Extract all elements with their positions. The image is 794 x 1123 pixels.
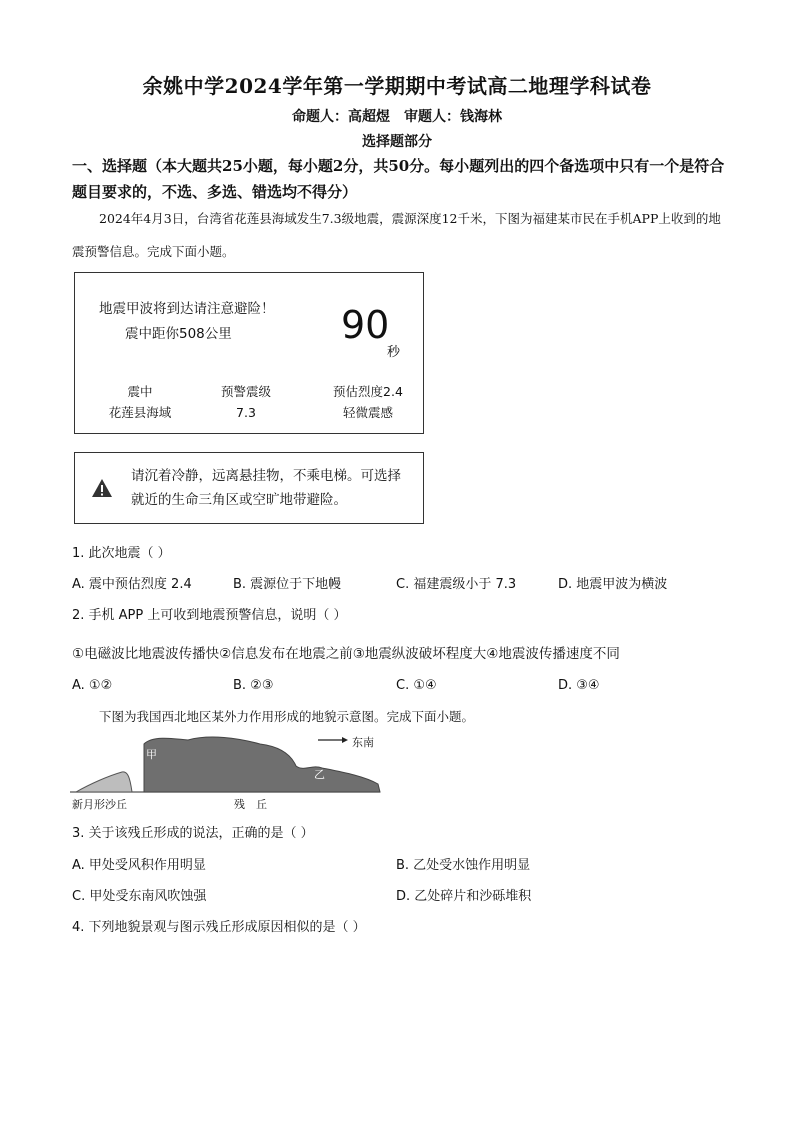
alert-intensity-value: 轻微震感 xyxy=(342,405,393,420)
question-2-option-b: B. ②③ xyxy=(233,678,274,693)
alert-epicenter xyxy=(105,381,175,423)
landform-diagram xyxy=(70,726,400,816)
direction-arrow-icon xyxy=(342,737,348,743)
safety-advice-line-1: 请沉着冷静，远离悬挂物，不乘电梯。可选择 xyxy=(131,468,401,484)
safety-advice-line-2: 就近的生命三角区或空旷地带避险。 xyxy=(131,492,347,508)
authors-line xyxy=(0,106,794,126)
exam-title: 余姚中学2024学年第一学期期中考试高二地理学科试卷 xyxy=(142,74,652,98)
label-direction: 东南 xyxy=(352,736,374,749)
alert-epicenter-label: 震中 xyxy=(127,384,153,399)
question-reviewer: 审题人：钱海林 xyxy=(404,109,502,125)
question-setter: 命题人：高超煜 xyxy=(292,109,390,125)
safety-advice-text xyxy=(131,464,401,512)
safety-advice-card xyxy=(74,452,424,524)
passage-landform: 下图为我国西北地区某外力作用形成的地貌示意图。完成下面小题。 xyxy=(99,709,475,724)
warning-triangle-icon xyxy=(91,477,113,499)
question-1-option-b: B. 震源位于下地幔 xyxy=(233,577,342,592)
alert-magnitude xyxy=(211,381,281,423)
alert-epicenter-value: 花莲县海域 xyxy=(108,405,172,420)
alert-countdown: 90 xyxy=(341,303,390,347)
question-2-option-c: C. ①④ xyxy=(396,678,437,693)
passage-earthquake: 2024年4月3日，台湾省花莲县海域发生7.3级地震，震源深度12千米，下图为福建某市民在手机APP上收到的地震预警信息。完成下面小题。 xyxy=(72,211,721,259)
question-3-stem: 3. 关于该残丘形成的说法，正确的是（ ） xyxy=(72,826,314,841)
question-2-statements: ①电磁波比地震波传播快②信息发布在地震之前③地震纵波破坏程度大④地震波传播速度不同 xyxy=(72,646,620,662)
part-heading: 选择题部分 xyxy=(362,134,432,150)
alert-intensity xyxy=(323,381,413,423)
section-heading: 一、选择题（本大题共25小题，每小题2分，共50分。每小题列出的四个备选项中只有一个是符合题目要求的，不选、多选、错选均不得分） xyxy=(72,157,725,201)
alert-magnitude-label: 预警震级 xyxy=(220,384,271,399)
alert-countdown-unit: 秒 xyxy=(387,345,401,360)
question-1-stem: 1. 此次地震（ ） xyxy=(72,546,171,561)
question-1-option-c: C. 福建震级小于 7.3 xyxy=(396,577,517,592)
alert-warning-line: 地震甲波将到达请注意避险！ xyxy=(99,301,275,317)
label-residual-hill: 残 丘 xyxy=(234,798,267,811)
question-3-option-c: C. 甲处受东南风吹蚀强 xyxy=(72,889,207,904)
alert-distance-line: 震中距你508公里 xyxy=(125,326,232,342)
earthquake-alert-card xyxy=(74,272,424,434)
residual-hill-shape xyxy=(144,737,380,792)
question-2-option-a: A. ①② xyxy=(72,678,113,693)
question-2-stem: 2. 手机 APP 上可收到地震预警信息，说明（ ） xyxy=(72,608,347,623)
question-1-option-a: A. 震中预估烈度 2.4 xyxy=(72,577,192,592)
question-3-option-d: D. 乙处碎片和沙砾堆积 xyxy=(396,889,532,904)
question-3-option-b: B. 乙处受水蚀作用明显 xyxy=(396,858,531,873)
question-3-option-a: A. 甲处受风积作用明显 xyxy=(72,858,206,873)
label-yi: 乙 xyxy=(314,768,325,781)
question-1-option-d: D. 地震甲波为横波 xyxy=(558,577,668,592)
label-jia: 甲 xyxy=(146,748,157,761)
question-2-option-d: D. ③④ xyxy=(558,678,600,693)
alert-intensity-label: 预估烈度2.4 xyxy=(333,384,403,399)
alert-magnitude-value: 7.3 xyxy=(236,405,256,420)
crescent-dune-shape xyxy=(76,772,132,792)
label-crescent-dune: 新月形沙丘 xyxy=(72,798,127,811)
question-4-stem: 4. 下列地貌景观与图示残丘形成原因相似的是（ ） xyxy=(72,920,366,935)
